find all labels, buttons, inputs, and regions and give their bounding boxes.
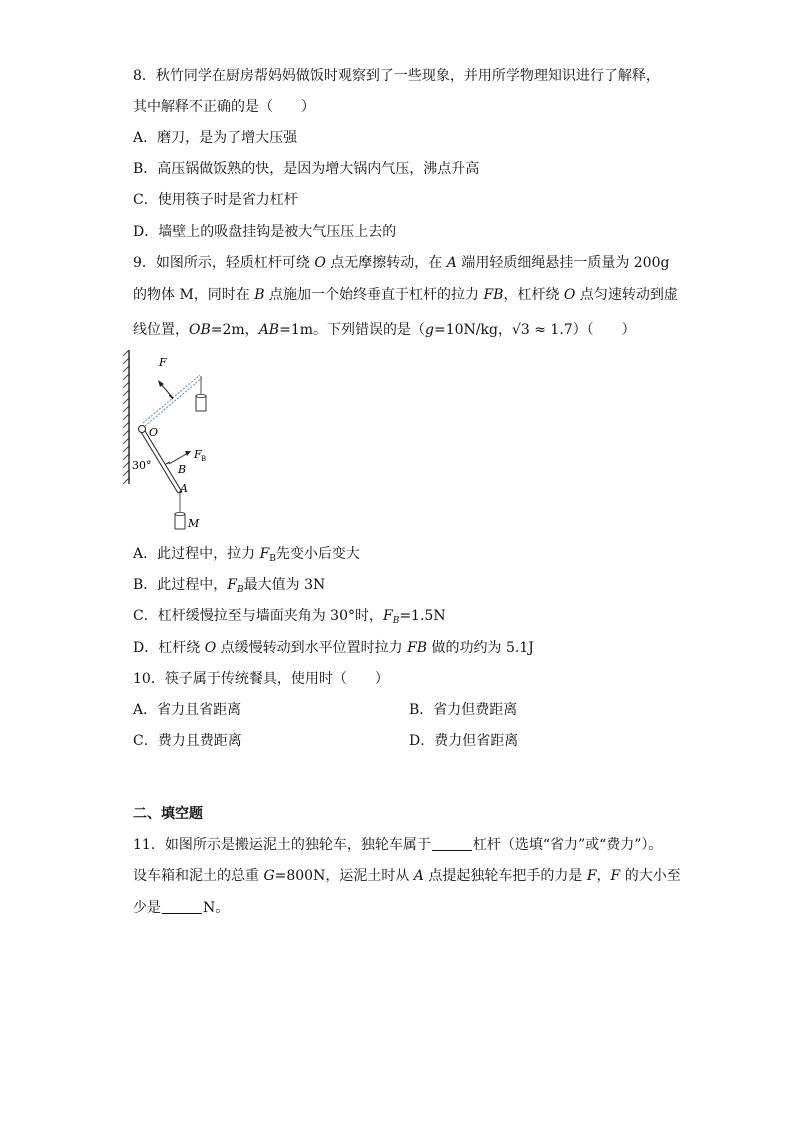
label-o: O: [149, 426, 159, 439]
label-fb-top: F: [159, 356, 167, 369]
label-b: B: [178, 463, 187, 476]
q10-option-c: C．费力且费距离: [133, 733, 242, 749]
q10-option-d: D．费力但省距离: [409, 733, 519, 749]
label-fb-mid-sub: B: [201, 455, 207, 463]
q8-stem-line1: 8．秋竹同学在厨房帮妈妈做饭时观察到了一些现象，并用所学物理知识进行了解释，: [133, 68, 660, 84]
q9-option-b: B．此过程中，$F_B$最大值为 3N: [133, 577, 326, 595]
label-fb-mid: F: [194, 448, 202, 461]
q11-stem-line2: 设车箱和泥土的总重 G=800N，运泥土时从 A 点提起独轮车把手的力是 F，F 的大小至: [133, 868, 681, 884]
label-a: A: [180, 482, 188, 495]
weight-m: [175, 512, 185, 529]
label-angle: 30°: [132, 459, 152, 472]
q11-stem-line3: 少是 N。: [133, 900, 230, 916]
q9-stem-line3: 线位置，OB=2m，AB=1m。下列错误的是（g=10N/kg，√3 ≈ 1.7）（ ）: [133, 322, 636, 338]
q11-stem-line1: 11．如图所示是搬运泥土的独轮车，独轮车属于 杠杆（选填“省力”或“费力”）。: [133, 837, 663, 853]
q8-stem-line2: 其中解释不正确的是（ ）: [133, 99, 315, 115]
q10-option-b: B．省力但费距离: [409, 702, 518, 718]
answer-blank-1[interactable]: [432, 836, 472, 851]
weight-top: [196, 394, 206, 411]
wall-hatching: [123, 350, 129, 484]
section-heading-fill-in: 二、填空题: [133, 806, 203, 822]
pivot-o: [139, 426, 146, 433]
q10-stem: 10．筷子属于传统餐具，使用时（ ）: [133, 671, 389, 687]
dashed-lever: [143, 375, 202, 426]
q9-option-c: C．杠杆缓慢拉至与墙面夹角为 30°时，$F_B=1.5N$: [133, 608, 446, 626]
q10-option-a: A．省力且省距离: [133, 702, 242, 718]
q8-option-b: B．高压锅做饭熟的快，是因为增大锅内气压，沸点升高: [133, 161, 480, 177]
q8-option-d: D．墙壁上的吸盘挂钩是被大气压压上去的: [133, 224, 397, 240]
q9-option-a: A．此过程中，拉力 $F_B$先变小后变大: [133, 546, 360, 564]
lever-diagram: [120, 348, 230, 534]
label-m: M: [188, 517, 200, 530]
q8-option-c: C．使用筷子时是省力杠杆: [133, 192, 298, 208]
q9-stem-line1: 9．如图所示，轻质杠杆可绕 O 点无摩擦转动，在 A 端用轻质细绳悬挂一质量为 200g: [133, 255, 670, 271]
q9-stem-line2: 的物体 M，同时在 B 点施加一个始终垂直于杠杆的拉力 FB，杠杆绕 O 点匀速转动到虚: [133, 287, 678, 303]
answer-blank-2[interactable]: [162, 899, 202, 914]
arrow-head-mid: [185, 451, 191, 456]
q9-option-d: D．杠杆绕 O 点缓慢转动到水平位置时拉力 FB 做的功约为 5.1J: [133, 640, 534, 656]
q8-option-a: A．磨刀，是为了增大压强: [133, 130, 298, 146]
